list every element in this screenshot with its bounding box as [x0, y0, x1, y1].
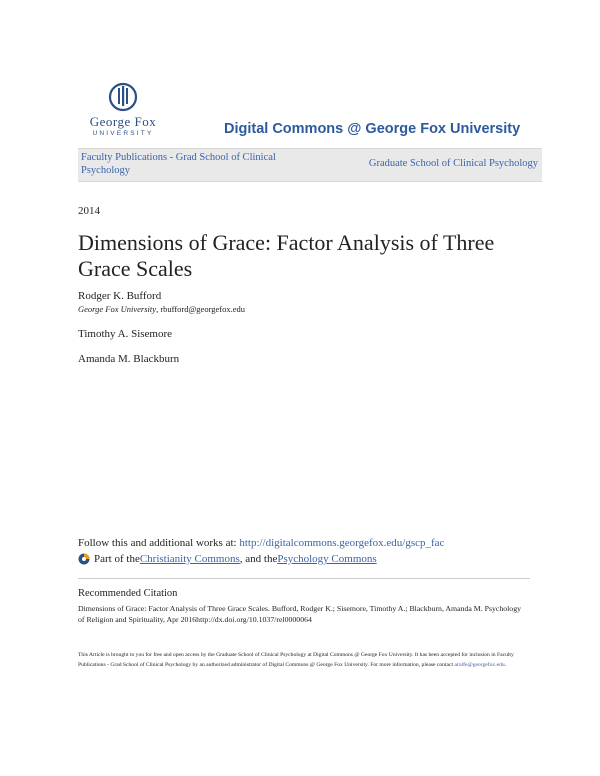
psychology-commons-link[interactable]: Psychology Commons [277, 553, 377, 565]
author-email: , rbufford@georgefox.edu [156, 304, 246, 314]
department-link[interactable]: Graduate School of Clinical Psychology [368, 158, 538, 169]
notice-end: . [504, 662, 507, 668]
collection-link[interactable]: Faculty Publications - Grad School of Clinical Psychology [81, 152, 276, 176]
author-affiliation [78, 304, 245, 314]
publication-year: 2014 [78, 205, 100, 217]
follow-prefix: Follow this and additional works at: [78, 537, 240, 549]
access-notice [78, 650, 530, 670]
author-name: Timothy A. Sisemore [78, 328, 173, 340]
article-title: Dimensions of Grace: Factor Analysis of Three Grace Scales [78, 230, 495, 281]
affiliation-institution: George Fox University [78, 304, 157, 314]
part-of-middle: , and the [239, 553, 278, 565]
logo-name: George Fox [89, 114, 157, 129]
section-divider [78, 578, 530, 579]
collection-header-bar [78, 148, 542, 182]
follow-line [78, 537, 444, 549]
commons-network-icon [78, 553, 90, 565]
christianity-commons-link[interactable]: Christianity Commons [139, 553, 240, 565]
notice-text: This Article is brought to you for free and open access by the Graduate School of Clinical Psychology at Digital Commons @ George Fox University. It has been accepted for inclusion in Faculty Publications - Grad School of Clinical Psychology by an authorized administrator of Digital Commons @ George Fox University. For more information, please contact [78, 652, 514, 668]
part-of-line [78, 553, 377, 565]
author-name: Rodger K. Bufford [78, 290, 162, 302]
university-logo[interactable] [78, 82, 168, 137]
contact-email-link[interactable]: arolfe@georgefox.edu [454, 662, 505, 668]
part-of-prefix: Part of the [94, 553, 140, 565]
bell-tower-icon [108, 82, 138, 112]
citation-text: Dimensions of Grace: Factor Analysis of Three Grace Scales. Bufford, Rodger K.; Sisemore, Timothy A.; Blackburn, Amanda M. Psychology of Religion and Spirituality, Apr 2016http://dx.doi.org/10.1037/rel0000064 [78, 604, 521, 624]
recommended-citation-heading: Recommended Citation [78, 588, 178, 599]
collection-url-link[interactable]: http://digitalcommons.georgefox.edu/gscp_fac [239, 537, 445, 549]
logo-subtitle: UNIVERSITY [92, 130, 154, 137]
author-name: Amanda M. Blackburn [78, 353, 180, 365]
site-title[interactable]: Digital Commons @ George Fox University [224, 121, 521, 137]
